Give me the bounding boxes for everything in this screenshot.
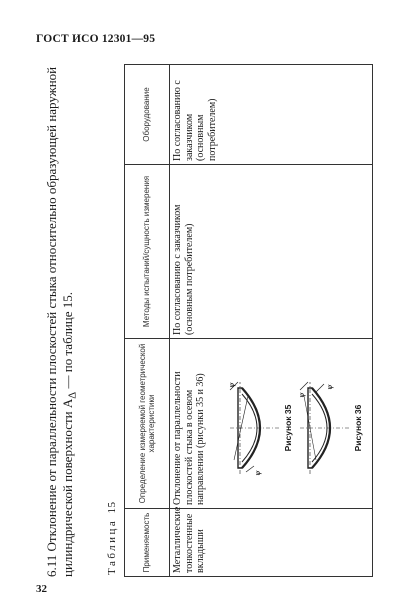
figure-35-caption: Рисунок 35: [283, 404, 293, 452]
section-6-11-text: [44, 62, 81, 577]
running-header: ГОСТ ИСО 12301—95: [36, 33, 156, 45]
figure-35-label-bottom: ψ: [254, 470, 262, 476]
figure-35-drawing: [228, 378, 283, 478]
table-caption-word: Таблица: [106, 518, 118, 575]
figure-36-caption: Рисунок 36: [353, 404, 363, 452]
cell-method: По согласованию с заказчиком (основным потребителем): [170, 165, 373, 339]
definition-text: Отклонение от параллельности плоскостей стыка в осевом направлении (рисунки 35 и 36): [172, 371, 206, 505]
table-caption-number: 15: [106, 501, 118, 514]
figure-35: [228, 358, 296, 498]
figure-36-label-top: ψ: [298, 392, 306, 398]
page-number: 32: [36, 583, 47, 595]
header-method: Методы испытаний/сущность измерения: [125, 165, 170, 339]
header-equipment: Оборудование: [125, 65, 170, 165]
section-text-tail: — по таблице 15.: [60, 291, 75, 392]
table-caption: [106, 501, 118, 575]
table-row: [170, 65, 373, 577]
figure-35-label-top: ψ: [228, 382, 236, 388]
cell-definition: [170, 339, 373, 509]
header-definition: Определение измеряемой геометрической характеристики: [125, 339, 170, 509]
cell-applicability: Металлические тонкостенные вкладыши: [170, 509, 373, 577]
figure-36: [298, 358, 366, 498]
table-header-row: [125, 65, 170, 577]
section-text-main: 6.11 Отклонение от параллельности плоскостей стыка относительно образующей наружной цилиндрической поверхности A: [44, 66, 75, 577]
rotated-content: [42, 57, 382, 577]
figure-36-drawing: [298, 378, 353, 478]
figure-36-label-bottom: ψ: [326, 384, 334, 390]
header-applicability: Применяемость: [125, 509, 170, 577]
cell-equipment: По согласованию с заказчиком (основным потребителем): [170, 65, 373, 165]
table-15: [124, 64, 373, 577]
section-symbol-subscript: Δ: [66, 391, 79, 399]
